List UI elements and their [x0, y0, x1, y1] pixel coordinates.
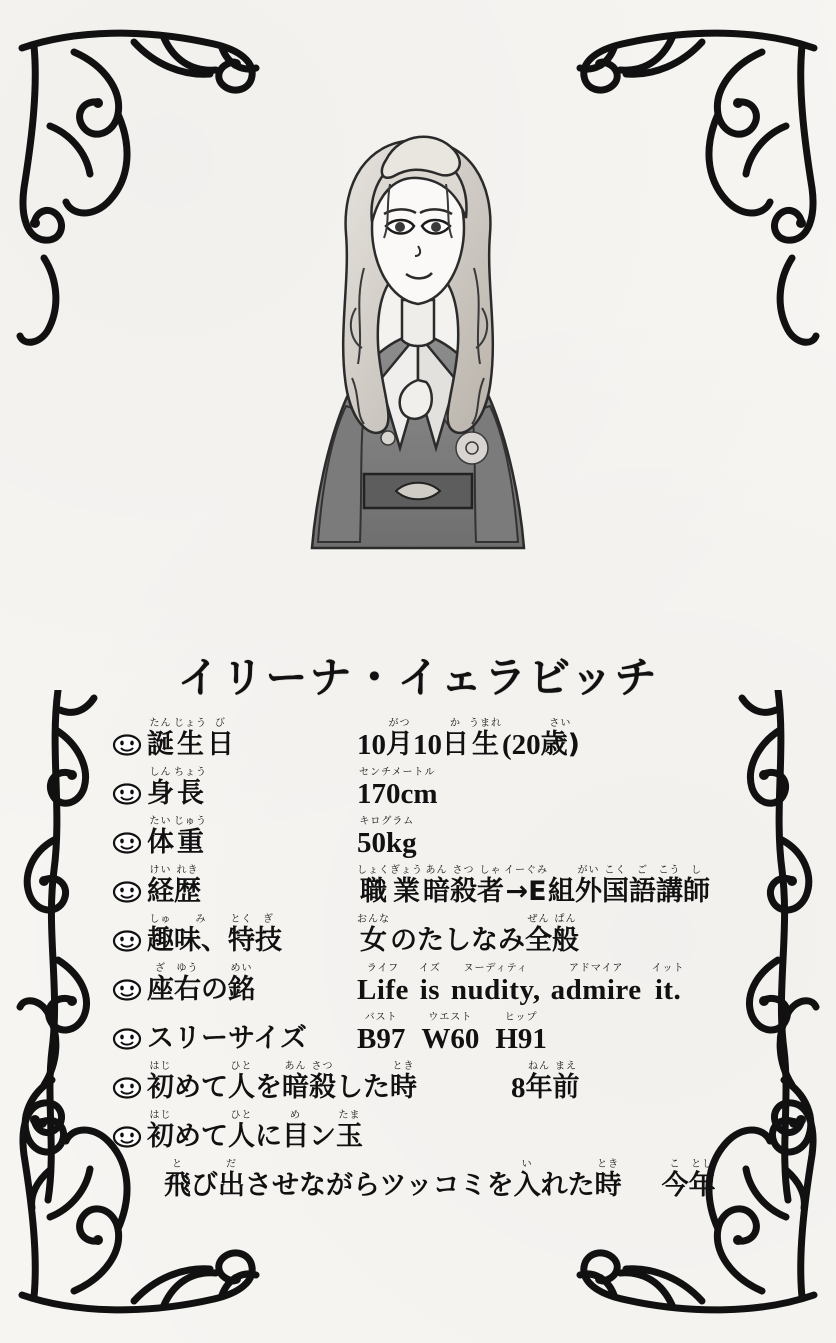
side-vine-left: [10, 690, 105, 1210]
ruby-text: とき: [392, 1061, 415, 1072]
label-char: 歴: [174, 876, 201, 907]
ruby-text: アドマイア: [568, 963, 624, 974]
profile-label-motto: [147, 963, 357, 1005]
value-word: H91: [495, 1023, 547, 1055]
character-portrait: [0, 118, 836, 648]
label-char: 重: [177, 827, 204, 858]
label-char: を: [255, 1072, 282, 1103]
ruby-text: び: [215, 718, 226, 729]
value-char: 今: [661, 1170, 689, 1201]
ruby-text: さつ: [452, 865, 475, 876]
smiley-face-icon: [112, 734, 142, 756]
smiley-face-icon: [112, 783, 142, 805]
value-char: 般: [552, 925, 579, 956]
label-char: 誕: [147, 729, 174, 760]
value-word: Life: [357, 974, 409, 1006]
ruby-text: しょく: [357, 865, 390, 876]
smiley-face-icon: [112, 930, 142, 952]
ruby-text: こう: [658, 865, 681, 876]
profile-row-first-assassination: [112, 1061, 740, 1103]
profile-label-height: [147, 767, 357, 809]
label-char: 目: [282, 1121, 309, 1152]
ruby-text: か: [450, 718, 461, 729]
ruby-text: こく: [604, 865, 627, 876]
ruby-text: とく: [230, 914, 253, 925]
profile-label-birthday: [147, 718, 357, 760]
label-char: 味、: [174, 925, 228, 956]
value-char: 日: [442, 729, 469, 760]
ruby-text: ぱん: [554, 914, 577, 925]
value-char: のたしなみ: [390, 925, 525, 956]
profile-label-first-assassination: [147, 1061, 477, 1103]
label-char: めて: [174, 1121, 228, 1152]
label-char: 経: [147, 876, 174, 907]
ruby-text: ぎょう: [390, 865, 423, 876]
value-char: →E: [505, 876, 547, 907]
label-char: び: [191, 1170, 218, 1201]
profile-list: [112, 718, 740, 1201]
smiley-face-icon: [112, 881, 142, 903]
value-word: is: [419, 974, 441, 1006]
value-char: 語: [629, 876, 656, 907]
value-word: W60: [421, 1023, 480, 1055]
value-char: 職: [360, 876, 387, 907]
ruby-text: ヒップ: [504, 1012, 538, 1023]
profile-row-height: [112, 767, 740, 809]
ruby-text: ざ: [155, 963, 166, 974]
ruby-text: ひと: [230, 1110, 253, 1121]
profile-value-three-sizes: [357, 1012, 740, 1054]
value-word: nudity,: [450, 974, 541, 1006]
ruby-text: ご: [637, 865, 648, 876]
value-char: 歳): [540, 729, 581, 760]
label-char: 玉: [336, 1121, 363, 1152]
profile-label-hobby: [147, 914, 357, 956]
value-char: 殺: [450, 876, 477, 907]
label-char: の: [201, 974, 228, 1005]
ruby-text: さい: [549, 718, 572, 729]
ruby-text: め: [290, 1110, 301, 1121]
ruby-text: センチメートル: [358, 767, 436, 778]
label-char: 時: [594, 1170, 622, 1201]
value-char: 前: [552, 1072, 580, 1103]
label-char: めて: [174, 1072, 228, 1103]
ruby-text: あん: [425, 865, 448, 876]
ruby-text: けい: [149, 865, 172, 876]
profile-label-first-tsukkomi-line2: [164, 1159, 622, 1201]
profile-value-birthday: [357, 718, 740, 760]
value-char: (20: [502, 729, 541, 761]
value-char: 暗: [423, 876, 450, 907]
value-char: 国: [602, 876, 629, 907]
ruby-text: と: [172, 1159, 183, 1170]
value-char: 講: [656, 876, 683, 907]
page-title: イリーナ・イェラビッチ: [177, 653, 659, 702]
ruby-text: ねん: [528, 1061, 550, 1072]
profile-label-weight: [147, 816, 357, 858]
smiley-face-icon: [112, 1077, 142, 1099]
ruby-text: こ: [669, 1159, 681, 1170]
label-char: 座: [147, 974, 174, 1005]
label-text: スリーサイズ: [147, 1023, 307, 1054]
label-char: 入: [513, 1170, 541, 1201]
value-word: admire: [550, 974, 642, 1006]
value-char: 10: [357, 729, 386, 761]
ruby-text: はじ: [149, 1061, 172, 1072]
label-char: させながらツッコミを: [245, 1170, 514, 1201]
label-char: 初: [147, 1072, 174, 1103]
ruby-text: ぜん: [527, 914, 550, 925]
profile-value-motto: [357, 963, 740, 1005]
profile-value-career: [357, 865, 740, 907]
ruby-text: おんな: [357, 914, 390, 925]
ruby-text: じゅう: [174, 816, 207, 827]
smiley-face-icon: [112, 1028, 142, 1050]
value-char: 全: [525, 925, 552, 956]
value-char: 女: [360, 925, 387, 956]
character-illustration: [268, 118, 568, 638]
profile-label-first-tsukkomi: [147, 1110, 477, 1152]
ruby-text: ひと: [230, 1061, 253, 1072]
profile-label-career: [147, 865, 357, 907]
profile-value-hobby: [357, 914, 740, 956]
ruby-text: ウエスト: [428, 1012, 473, 1023]
smiley-face-icon: [112, 979, 142, 1001]
value-word: B97: [357, 1023, 406, 1055]
value-char: 業: [393, 876, 420, 907]
ruby-text: イーぐみ: [504, 865, 548, 876]
label-char: 右: [174, 974, 201, 1005]
value-char: 者: [477, 876, 504, 907]
profile-value-weight: [357, 816, 740, 858]
ruby-text: し: [691, 865, 702, 876]
ruby-text: ちょう: [174, 767, 207, 778]
ruby-text: キログラム: [359, 816, 415, 827]
ruby-text: はじ: [149, 1110, 172, 1121]
value-char: 10: [413, 729, 442, 761]
label-char: 趣: [147, 925, 174, 956]
value-char: 外: [575, 876, 602, 907]
ruby-text: イット: [651, 963, 685, 974]
label-char: 時: [390, 1072, 417, 1103]
ruby-text: がい: [577, 865, 600, 876]
value-char: 8: [511, 1072, 526, 1104]
label-char: れた: [540, 1170, 595, 1201]
value-char: 170cm: [357, 778, 438, 810]
label-char: 身: [147, 778, 174, 809]
ruby-text: さつ: [311, 1061, 334, 1072]
side-vine-right: [731, 690, 826, 1210]
profile-label-three-sizes: [147, 1024, 357, 1054]
label-char: 人: [228, 1072, 255, 1103]
label-char: した: [336, 1072, 390, 1103]
profile-row-career: [112, 865, 740, 907]
ruby-text: み: [195, 914, 207, 925]
profile-value-height: [357, 767, 740, 809]
value-char: 組: [548, 876, 575, 907]
label-char: 銘: [228, 974, 255, 1005]
ruby-text: たい: [149, 816, 172, 827]
profile-row-hobby: [112, 914, 740, 956]
value-char: 50kg: [357, 827, 417, 859]
label-char: 特: [228, 925, 255, 956]
value-char: 年: [688, 1170, 716, 1201]
profile-row-birthday: [112, 718, 740, 760]
ruby-text: しゅ: [149, 914, 172, 925]
ruby-text: しゃ: [479, 865, 502, 876]
profile-value-first-tsukkomi-line2: [622, 1159, 740, 1201]
ruby-text: うまれ: [469, 718, 502, 729]
ruby-text: とし: [691, 1159, 714, 1170]
label-char: 生: [177, 729, 204, 760]
ruby-text: れき: [176, 865, 199, 876]
label-char: 暗: [282, 1072, 309, 1103]
profile-row-first-tsukkomi-line2: [112, 1159, 740, 1201]
label-char: 体: [147, 827, 174, 858]
ruby-text: しん: [149, 767, 172, 778]
value-char: 月: [386, 729, 413, 760]
label-char: 初: [147, 1121, 174, 1152]
ruby-text: ぎ: [263, 914, 274, 925]
smiley-face-icon: [112, 1126, 142, 1148]
ruby-text: たん: [149, 718, 172, 729]
profile-row-motto: [112, 963, 740, 1005]
ruby-text: あん: [284, 1061, 307, 1072]
ruby-text: だ: [226, 1159, 237, 1170]
label-char: 技: [255, 925, 282, 956]
ruby-text: めい: [230, 963, 253, 974]
ruby-text: とき: [597, 1159, 620, 1170]
ruby-text: じょう: [174, 718, 207, 729]
label-char: 出: [218, 1170, 245, 1201]
ruby-text: い: [521, 1159, 533, 1170]
profile-row-three-sizes: [112, 1012, 740, 1054]
label-char: 日: [207, 729, 234, 760]
profile-row-weight: [112, 816, 740, 858]
value-char: 生: [472, 729, 499, 760]
ruby-text: ライフ: [366, 963, 400, 974]
profile-value-first-assassination: [477, 1061, 740, 1103]
value-char: 年: [525, 1072, 553, 1103]
value-word: it.: [654, 974, 682, 1006]
ruby-text: バスト: [364, 1012, 398, 1023]
label-char: 長: [177, 778, 204, 809]
ruby-text: ヌーディティ: [463, 963, 528, 974]
label-char: 殺: [309, 1072, 336, 1103]
label-char: 飛: [164, 1170, 191, 1201]
value-char: 師: [683, 876, 710, 907]
label-char: ン: [309, 1121, 336, 1152]
smiley-face-icon: [112, 832, 142, 854]
ruby-text: ゆう: [176, 963, 199, 974]
ruby-text: がつ: [388, 718, 411, 729]
profile-row-first-tsukkomi: [112, 1110, 740, 1152]
label-char: 人: [228, 1121, 255, 1152]
ruby-text: まえ: [555, 1061, 577, 1072]
ruby-text: イズ: [418, 963, 441, 974]
ruby-text: たま: [338, 1110, 361, 1121]
label-char: に: [255, 1121, 282, 1152]
